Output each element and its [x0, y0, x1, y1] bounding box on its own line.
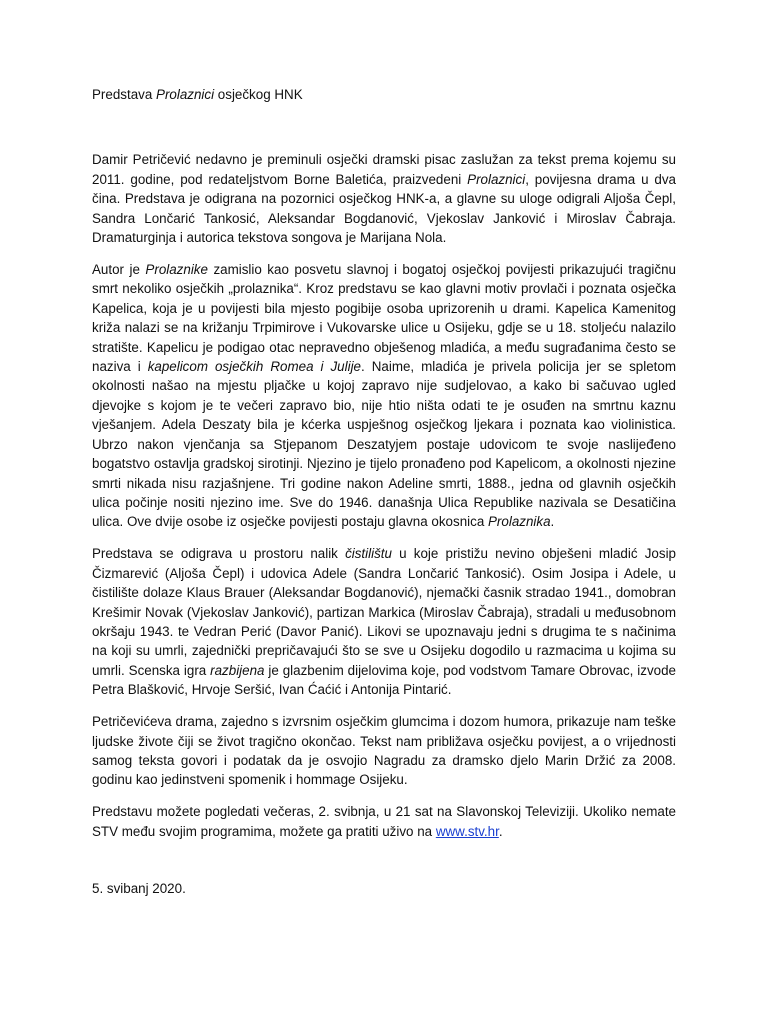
- paragraph-3: [92, 544, 676, 699]
- paragraph-4: [92, 712, 676, 790]
- p2-text-3: . Naime, mladića je privela policija jer se spletom okolnosti našao na mjestu pljačke u kojoj zapravo nije sudjelovao, a kako bi sačuvao ugled djevojke s kojom je te večeri zapravo bio, nije htio ništa odati te je osuđen na smrtnu kaznu vješanjem. Adela Deszaty bila je kćerka uspješnog osječkog ljekara i poznata kao violinistica. Ubrzo nakon vjenčanja sa Stjepanom Deszatyjem postaje udovicom te svoje naslijeđeno bogatstvo ostavlja gradskoj sirotinji. Njezino je tijelo pronađeno pod Kapelicom, a okolnosti njezine smrti nikada nisu razjašnjene. Tri godine nakon Adeline smrti, 1888., jedna od glavnih osječkih ulica počinje nositi njezino ime. Sve do 1946. današnja Ulica Republike nazivala se Desatičina ulica. Ove dvije osobe iz osječke povijesti postaju glavna okosnica: [92, 359, 677, 530]
- paragraph-2: [92, 260, 676, 532]
- p2-text-1: Autor je: [92, 262, 146, 278]
- p2-text-2: zamislio kao posvetu slavnoj i bogatoj osječkoj povijesti prikazujući tragičnu smrt nekoliko osječkih „prolaznika“. Kroz predstavu se kao glavni motiv provlači i poznata osječka Kapelica, koja je u povijesti bila mjesto pogibije osoba uprizorenih u drami. Kapelica Kamenitog križa nalazi se na križanju Trpimirove i Vukovarske ulice u Osijeku, gdje se u 18. stoljeću nalazilo stratište. Kapelicu je podigao otac nepravedno obješenog mladića, a među sugrađanima često se naziva i: [92, 262, 676, 375]
- p1-italic-1: Prolaznici: [467, 171, 526, 187]
- p2-italic-1: Prolaznike: [145, 262, 208, 278]
- p3-text-2: u koje pristižu nevino obješeni mladić Josip Čizmarević (Aljoša Čepl) i udovica Adele (Sandra Lončarić Tankosić). Osim Josipa i Adele, u čistilište dolaze Klaus Brauer (Aleksandar Bogdanović), njemački časnik stradao 1941., domobran Krešimir Novak (Vjekoslav Janković), partizan Markica (Miroslav Čabraja), stradali u međusobnom okršaju 1943. te Vedran Perić (Davor Panić). Likovi se upoznavaju jedni s drugima te s načinima na koji su umrli, zajednički prepričavajući što se sve u Osijeku dogodilo u razmacima u kojima su umrli. Scenska igra: [92, 546, 676, 678]
- p3-italic-2: razbijena: [210, 662, 265, 678]
- paragraph-1: [92, 150, 676, 247]
- p3-text-1: Predstava se odigrava u prostoru nalik: [92, 546, 346, 562]
- p3-italic-1: čistilištu: [345, 546, 392, 562]
- title-play-name: Prolaznici: [156, 87, 215, 102]
- p2-italic-2: kapelicom osječkih Romea i Julije: [147, 359, 362, 375]
- stv-website-link[interactable]: www.stv.hr: [435, 823, 499, 839]
- p5-text-1: Predstavu možete pogledati večeras, 2. svibnja, u 21 sat na Slavonskoj Televiziji. Ukoliko nemate STV među svojim programima, možete ga pratiti uživo na: [92, 804, 676, 839]
- article-title: [92, 85, 676, 104]
- publication-date: 5. svibanj 2020.: [92, 881, 186, 897]
- p2-text-4: .: [550, 514, 555, 530]
- p5-text-2: .: [498, 823, 503, 839]
- p2-italic-3: Prolaznika: [488, 514, 551, 530]
- article-body: [92, 85, 676, 899]
- title-text-end: osječkog HNK: [214, 87, 303, 102]
- p1-text-1: Damir Petričević nedavno je preminuli osječki dramski pisac zaslužan za tekst prema kojemu su 2011. godine, pod redateljstvom Borne Baletića, praizvedeni: [92, 152, 676, 187]
- p1-text-2: , povijesna drama u dva čina. Predstava je odigrana na pozornici osječkog HNK-a, a glavne su uloge odigrali Aljoša Čepl, Sandra Lončarić Tankosić, Aleksandar Bogdanović, Vjekoslav Janković i Miroslav Čabraja. Dramaturginja i autorica tekstova songova je Marijana Nola.: [92, 171, 676, 246]
- p4-text-1: Petričevićeva drama, zajedno s izvrsnim osječkim glumcima i dozom humora, prikazuje nam teške ljudske živote čiji se život tragično okončao. Tekst nam približava osječku povijest, a o vrijednosti samog teksta govori i podatak da je osvojio Nagradu za dramsko djelo Marin Držić za 2008. godinu kao jedinstveni spomenik i hommage Osijeku.: [92, 714, 676, 788]
- p3-text-3: je glazbenim dijelovima koje, pod vodstvom Tamare Obrovac, izvode Petra Blašković, Hrvoje Seršić, Ivan Ćaćić i Antonija Pintarić.: [92, 662, 676, 698]
- title-text: Predstava: [92, 87, 157, 102]
- paragraph-5: [92, 802, 676, 841]
